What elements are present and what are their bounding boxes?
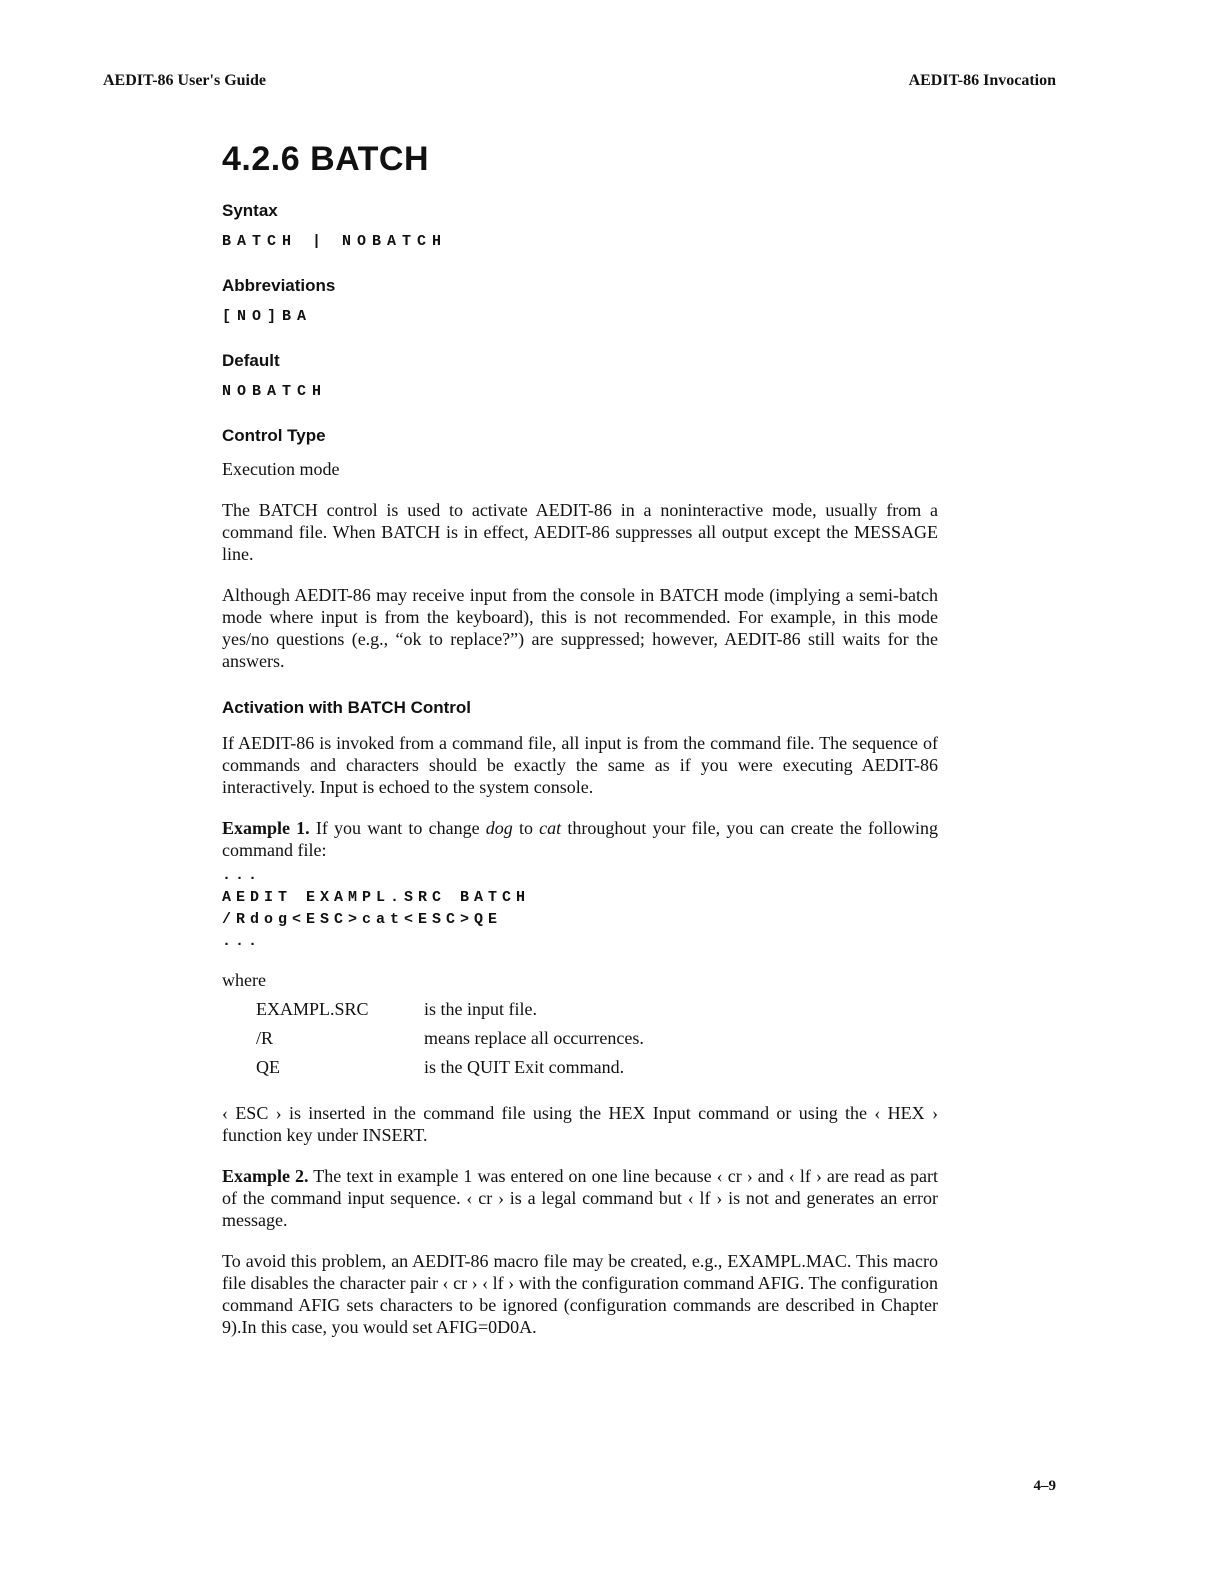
code-line-1: AEDIT EXAMPL.SRC BATCH	[222, 889, 531, 906]
abbreviations-value: [NO]BA	[222, 308, 313, 325]
definition-term: EXAMPL.SRC	[256, 999, 369, 1019]
macro-paragraph: To avoid this problem, an AEDIT-86 macro file may be created, e.g., EXAMPL.MAC. This macro file disables the character pair ‹ cr › ‹ lf › with the configuration command AFIG. The configuration command AFIG sets characters to be ignored (configuration commands are described in Chapter 9).In this case, you would set AFIG=0D0A.	[222, 1251, 938, 1337]
control-type-heading: Control Type	[222, 426, 326, 445]
code-ellipsis-bottom: ...	[222, 933, 262, 950]
activation-heading: Activation with BATCH Control	[222, 698, 471, 717]
syntax-value: BATCH | NOBATCH	[222, 233, 448, 250]
definitions-table	[256, 995, 644, 1082]
example-2-paragraph	[222, 1165, 938, 1231]
definition-term: QE	[256, 1057, 280, 1077]
section-title: 4.2.6 BATCH	[222, 140, 430, 178]
example-1-text-a: If you want to change	[315, 818, 480, 838]
command-file-code	[222, 865, 938, 953]
default-heading: Default	[222, 351, 280, 370]
example-1-word-dog: dog	[485, 818, 513, 838]
example-1-word-cat: cat	[539, 818, 562, 838]
batch-description-paragraph: The BATCH control is used to activate AEDIT-86 in a noninteractive mode, usually from a command file. When BATCH is in effect, AEDIT-86 suppresses all output except the MESSAGE line.	[222, 500, 938, 564]
code-ellipsis-top: ...	[222, 867, 262, 884]
default-value: NOBATCH	[222, 383, 328, 400]
definition-row	[256, 1053, 644, 1082]
abbreviations-heading: Abbreviations	[222, 276, 336, 295]
definition-desc: means replace all occurrences.	[424, 1028, 644, 1048]
example-1-paragraph	[222, 817, 938, 861]
page-content	[222, 140, 938, 1357]
semi-batch-paragraph: Although AEDIT-86 may receive input from the console in BATCH mode (implying a semi-batch mode where input is from the keyboard), this is not recommended. For example, in this mode yes/no questions (e.g., “ok to replace?”) are suppressed; however, AEDIT-86 still waits for the answers.	[222, 585, 938, 671]
where-label: where	[222, 970, 266, 990]
example-2-label: Example 2.	[222, 1166, 309, 1186]
example-1-label: Example 1.	[222, 818, 310, 838]
example-1-text-b: to	[518, 818, 533, 838]
activation-paragraph: If AEDIT-86 is invoked from a command file, all input is from the command file. The sequence of commands and characters should be exactly the same as if you were executing AEDIT-86 interactively. Input is echoed to the system console.	[222, 733, 938, 797]
page-number: 4–9	[1033, 1478, 1056, 1494]
code-line-2: /Rdog<ESC>cat<ESC>QE	[222, 911, 503, 928]
example-2-text: The text in example 1 was entered on one line because ‹ cr › and ‹ lf › are read as part of the command input sequence. ‹ cr › is a legal command but ‹ lf › is not and generates an error message.	[222, 1166, 938, 1230]
esc-paragraph: ‹ ESC › is inserted in the command file using the HEX Input command or using the ‹ HEX › function key under INSERT.	[222, 1103, 938, 1145]
example-1-text-c: throughout your file, you can create the following command file:	[222, 818, 939, 860]
running-header-left: AEDIT-86 User's Guide	[103, 72, 266, 89]
definition-row	[256, 1024, 644, 1053]
definition-desc: is the input file.	[424, 999, 537, 1019]
syntax-heading: Syntax	[222, 201, 278, 220]
definition-row	[256, 995, 644, 1024]
running-header-right: AEDIT-86 Invocation	[908, 72, 1056, 89]
definition-term: /R	[256, 1028, 274, 1048]
control-type-value: Execution mode	[222, 459, 340, 479]
definition-desc: is the QUIT Exit command.	[424, 1057, 625, 1077]
